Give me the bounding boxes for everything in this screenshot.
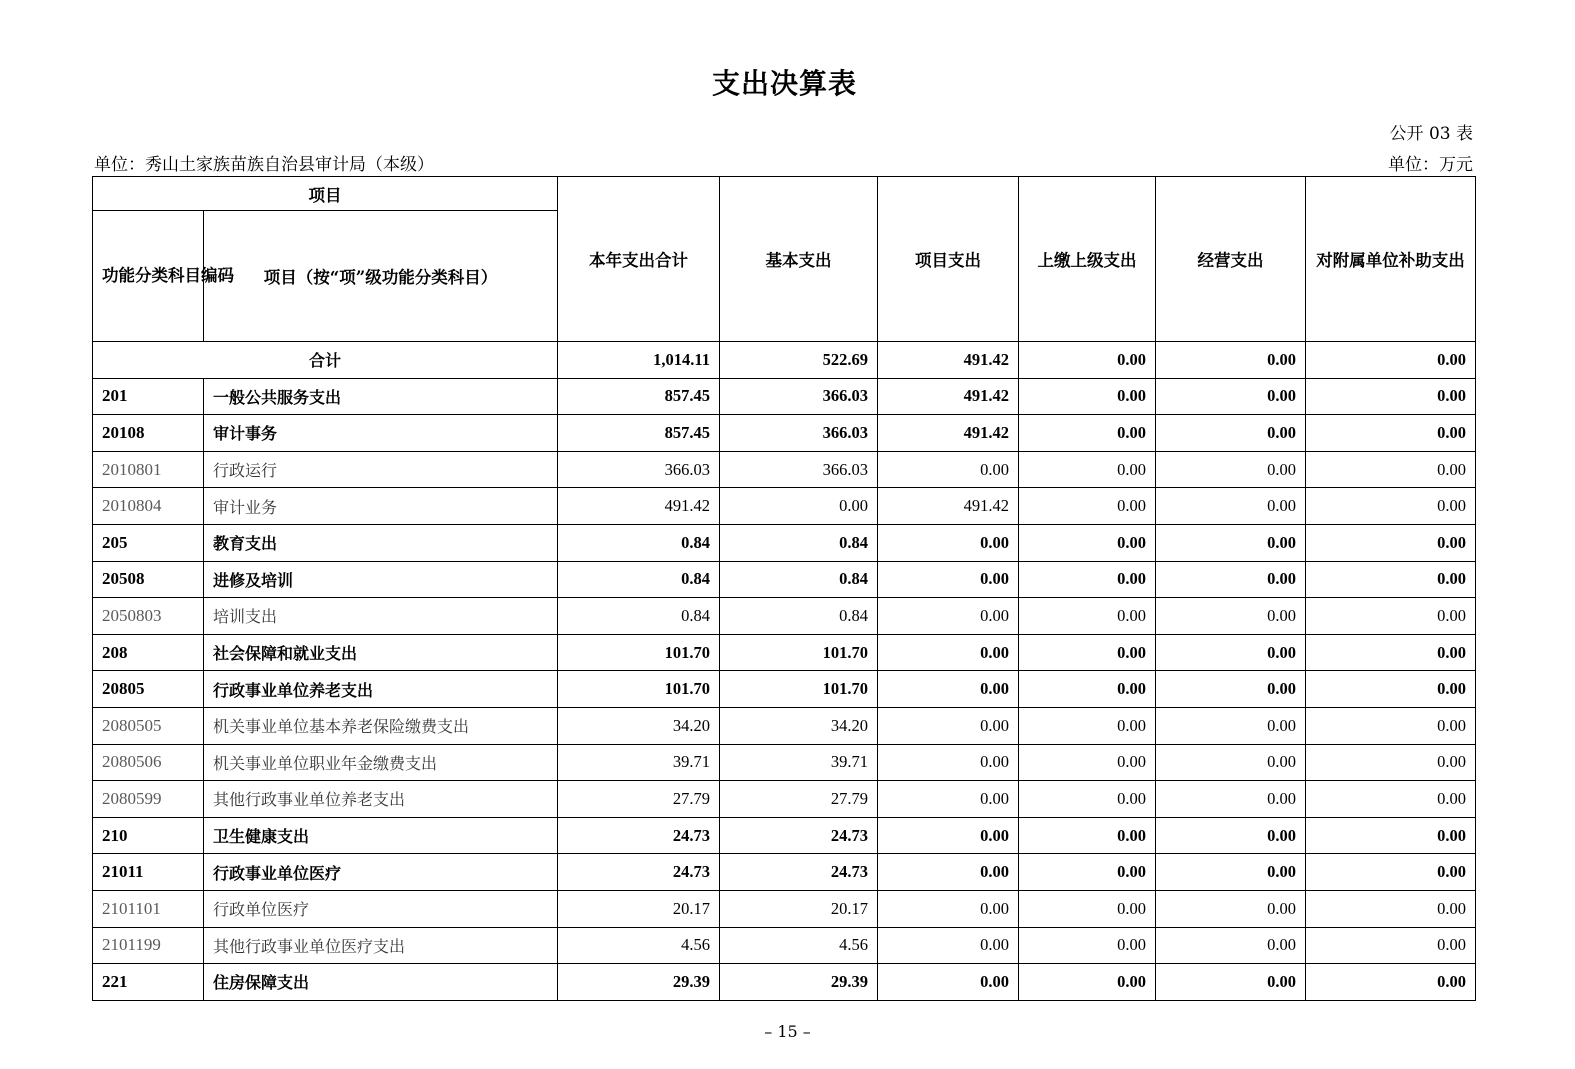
cell-name: 行政事业单位医疗 — [204, 854, 558, 891]
cell-project: 0.00 — [878, 707, 1019, 744]
cell-upper: 0.00 — [1019, 634, 1156, 671]
form-number: 公开 03 表 — [1389, 124, 1473, 144]
cell-upper: 0.00 — [1019, 671, 1156, 708]
cell-subsidy: 0.00 — [1306, 854, 1476, 891]
expenditure-table — [92, 176, 1476, 1001]
cell-subsidy: 0.00 — [1306, 342, 1476, 379]
total-label: 合计 — [93, 342, 558, 379]
table-row — [93, 817, 1476, 854]
cell-name: 其他行政事业单位医疗支出 — [204, 927, 558, 964]
cell-project: 0.00 — [878, 854, 1019, 891]
cell-basic: 0.84 — [720, 561, 878, 598]
cell-total: 20.17 — [558, 890, 720, 927]
table-row — [93, 524, 1476, 561]
cell-basic: 4.56 — [720, 927, 878, 964]
reporting-unit: 单位：秀山土家族苗族自治县审计局（本级） — [94, 155, 434, 175]
header-basic: 基本支出 — [720, 177, 878, 342]
cell-total: 366.03 — [558, 451, 720, 488]
cell-total: 857.45 — [558, 415, 720, 452]
cell-name: 审计业务 — [204, 488, 558, 525]
cell-code: 20108 — [93, 415, 204, 452]
cell-business: 0.00 — [1156, 378, 1306, 415]
cell-business: 0.00 — [1156, 415, 1306, 452]
currency-unit: 单位：万元 — [1388, 155, 1473, 175]
table-row — [93, 561, 1476, 598]
cell-total: 857.45 — [558, 378, 720, 415]
cell-project: 491.42 — [878, 342, 1019, 379]
cell-project: 0.00 — [878, 524, 1019, 561]
cell-basic: 0.84 — [720, 524, 878, 561]
cell-business: 0.00 — [1156, 598, 1306, 635]
cell-name: 住房保障支出 — [204, 964, 558, 1001]
cell-upper: 0.00 — [1019, 781, 1156, 818]
cell-code: 2010804 — [93, 488, 204, 525]
table-header — [93, 177, 1476, 342]
cell-basic: 34.20 — [720, 707, 878, 744]
cell-business: 0.00 — [1156, 342, 1306, 379]
cell-business: 0.00 — [1156, 817, 1306, 854]
cell-project: 0.00 — [878, 598, 1019, 635]
table-row — [93, 744, 1476, 781]
cell-name: 其他行政事业单位养老支出 — [204, 781, 558, 818]
cell-code: 2080506 — [93, 744, 204, 781]
cell-name: 机关事业单位职业年金缴费支出 — [204, 744, 558, 781]
cell-basic: 101.70 — [720, 671, 878, 708]
cell-upper: 0.00 — [1019, 561, 1156, 598]
cell-code: 201 — [93, 378, 204, 415]
cell-name: 机关事业单位基本养老保险缴费支出 — [204, 707, 558, 744]
cell-name: 社会保障和就业支出 — [204, 634, 558, 671]
cell-total: 27.79 — [558, 781, 720, 818]
cell-upper: 0.00 — [1019, 378, 1156, 415]
cell-total: 4.56 — [558, 927, 720, 964]
table-row — [93, 964, 1476, 1001]
table-row — [93, 378, 1476, 415]
page-title: 支出决算表 — [711, 67, 857, 100]
header-business: 经营支出 — [1156, 177, 1306, 342]
table-row — [93, 927, 1476, 964]
cell-subsidy: 0.00 — [1306, 927, 1476, 964]
cell-basic: 366.03 — [720, 451, 878, 488]
header-upper: 上缴上级支出 — [1019, 177, 1156, 342]
cell-business: 0.00 — [1156, 890, 1306, 927]
header-item: 项目 — [93, 177, 558, 211]
cell-subsidy: 0.00 — [1306, 415, 1476, 452]
cell-total: 101.70 — [558, 671, 720, 708]
cell-total: 29.39 — [558, 964, 720, 1001]
cell-business: 0.00 — [1156, 524, 1306, 561]
cell-basic: 27.79 — [720, 781, 878, 818]
cell-code: 205 — [93, 524, 204, 561]
cell-name: 审计事务 — [204, 415, 558, 452]
cell-total: 39.71 — [558, 744, 720, 781]
header-code: 功能分类科目编码 — [93, 211, 204, 342]
cell-project: 0.00 — [878, 744, 1019, 781]
cell-upper: 0.00 — [1019, 488, 1156, 525]
cell-upper: 0.00 — [1019, 964, 1156, 1001]
cell-total: 0.84 — [558, 524, 720, 561]
cell-upper: 0.00 — [1019, 927, 1156, 964]
table-row — [93, 488, 1476, 525]
cell-basic: 24.73 — [720, 854, 878, 891]
table-row — [93, 707, 1476, 744]
cell-total: 0.84 — [558, 561, 720, 598]
cell-code: 21011 — [93, 854, 204, 891]
cell-name: 卫生健康支出 — [204, 817, 558, 854]
cell-upper: 0.00 — [1019, 707, 1156, 744]
cell-total: 24.73 — [558, 854, 720, 891]
cell-name: 进修及培训 — [204, 561, 558, 598]
cell-total: 24.73 — [558, 817, 720, 854]
cell-basic: 366.03 — [720, 378, 878, 415]
header-subsidy: 对附属单位补助支出 — [1306, 177, 1476, 342]
cell-subsidy: 0.00 — [1306, 781, 1476, 818]
cell-subsidy: 0.00 — [1306, 598, 1476, 635]
cell-upper: 0.00 — [1019, 817, 1156, 854]
cell-code: 2101199 — [93, 927, 204, 964]
cell-subsidy: 0.00 — [1306, 524, 1476, 561]
cell-basic: 39.71 — [720, 744, 878, 781]
cell-basic: 101.70 — [720, 634, 878, 671]
cell-code: 20805 — [93, 671, 204, 708]
cell-basic: 0.84 — [720, 598, 878, 635]
page-number: – 15 – — [764, 1022, 811, 1041]
cell-upper: 0.00 — [1019, 598, 1156, 635]
cell-subsidy: 0.00 — [1306, 964, 1476, 1001]
cell-subsidy: 0.00 — [1306, 671, 1476, 708]
table-row — [93, 598, 1476, 635]
cell-total: 34.20 — [558, 707, 720, 744]
cell-project: 0.00 — [878, 927, 1019, 964]
cell-upper: 0.00 — [1019, 854, 1156, 891]
cell-basic: 20.17 — [720, 890, 878, 927]
cell-code: 2101101 — [93, 890, 204, 927]
cell-code: 221 — [93, 964, 204, 1001]
cell-name: 行政事业单位养老支出 — [204, 671, 558, 708]
cell-total: 0.84 — [558, 598, 720, 635]
cell-subsidy: 0.00 — [1306, 451, 1476, 488]
cell-code: 2050803 — [93, 598, 204, 635]
table-row — [93, 451, 1476, 488]
cell-subsidy: 0.00 — [1306, 634, 1476, 671]
table-row — [93, 671, 1476, 708]
table-body — [93, 342, 1476, 1001]
total-row — [93, 342, 1476, 379]
table-row — [93, 634, 1476, 671]
cell-business: 0.00 — [1156, 854, 1306, 891]
cell-code: 2080505 — [93, 707, 204, 744]
header-project: 项目支出 — [878, 177, 1019, 342]
table-row — [93, 415, 1476, 452]
cell-subsidy: 0.00 — [1306, 488, 1476, 525]
cell-business: 0.00 — [1156, 744, 1306, 781]
cell-business: 0.00 — [1156, 671, 1306, 708]
cell-name: 一般公共服务支出 — [204, 378, 558, 415]
cell-total: 1,014.11 — [558, 342, 720, 379]
cell-project: 0.00 — [878, 671, 1019, 708]
cell-subsidy: 0.00 — [1306, 744, 1476, 781]
cell-business: 0.00 — [1156, 451, 1306, 488]
cell-project: 491.42 — [878, 378, 1019, 415]
cell-business: 0.00 — [1156, 561, 1306, 598]
cell-name: 培训支出 — [204, 598, 558, 635]
cell-name: 行政单位医疗 — [204, 890, 558, 927]
cell-upper: 0.00 — [1019, 524, 1156, 561]
table-row — [93, 854, 1476, 891]
cell-subsidy: 0.00 — [1306, 890, 1476, 927]
header-name: 项目（按“项”级功能分类科目） — [204, 211, 558, 342]
cell-code: 2080599 — [93, 781, 204, 818]
cell-upper: 0.00 — [1019, 744, 1156, 781]
cell-project: 0.00 — [878, 451, 1019, 488]
cell-upper: 0.00 — [1019, 890, 1156, 927]
cell-project: 0.00 — [878, 964, 1019, 1001]
cell-code: 20508 — [93, 561, 204, 598]
cell-code: 210 — [93, 817, 204, 854]
cell-total: 491.42 — [558, 488, 720, 525]
cell-code: 2010801 — [93, 451, 204, 488]
table-row — [93, 781, 1476, 818]
cell-project: 0.00 — [878, 561, 1019, 598]
cell-business: 0.00 — [1156, 927, 1306, 964]
cell-business: 0.00 — [1156, 707, 1306, 744]
cell-project: 491.42 — [878, 415, 1019, 452]
cell-project: 0.00 — [878, 781, 1019, 818]
cell-total: 101.70 — [558, 634, 720, 671]
cell-name: 教育支出 — [204, 524, 558, 561]
header-total: 本年支出合计 — [558, 177, 720, 342]
cell-project: 0.00 — [878, 817, 1019, 854]
cell-project: 0.00 — [878, 634, 1019, 671]
cell-basic: 366.03 — [720, 415, 878, 452]
cell-business: 0.00 — [1156, 634, 1306, 671]
cell-project: 491.42 — [878, 488, 1019, 525]
cell-subsidy: 0.00 — [1306, 378, 1476, 415]
cell-upper: 0.00 — [1019, 342, 1156, 379]
cell-basic: 522.69 — [720, 342, 878, 379]
cell-business: 0.00 — [1156, 964, 1306, 1001]
table-row — [93, 890, 1476, 927]
cell-business: 0.00 — [1156, 488, 1306, 525]
cell-subsidy: 0.00 — [1306, 817, 1476, 854]
cell-basic: 24.73 — [720, 817, 878, 854]
cell-upper: 0.00 — [1019, 415, 1156, 452]
cell-project: 0.00 — [878, 890, 1019, 927]
cell-name: 行政运行 — [204, 451, 558, 488]
cell-basic: 29.39 — [720, 964, 878, 1001]
cell-subsidy: 0.00 — [1306, 561, 1476, 598]
cell-basic: 0.00 — [720, 488, 878, 525]
cell-code: 208 — [93, 634, 204, 671]
cell-subsidy: 0.00 — [1306, 707, 1476, 744]
cell-upper: 0.00 — [1019, 451, 1156, 488]
cell-business: 0.00 — [1156, 781, 1306, 818]
